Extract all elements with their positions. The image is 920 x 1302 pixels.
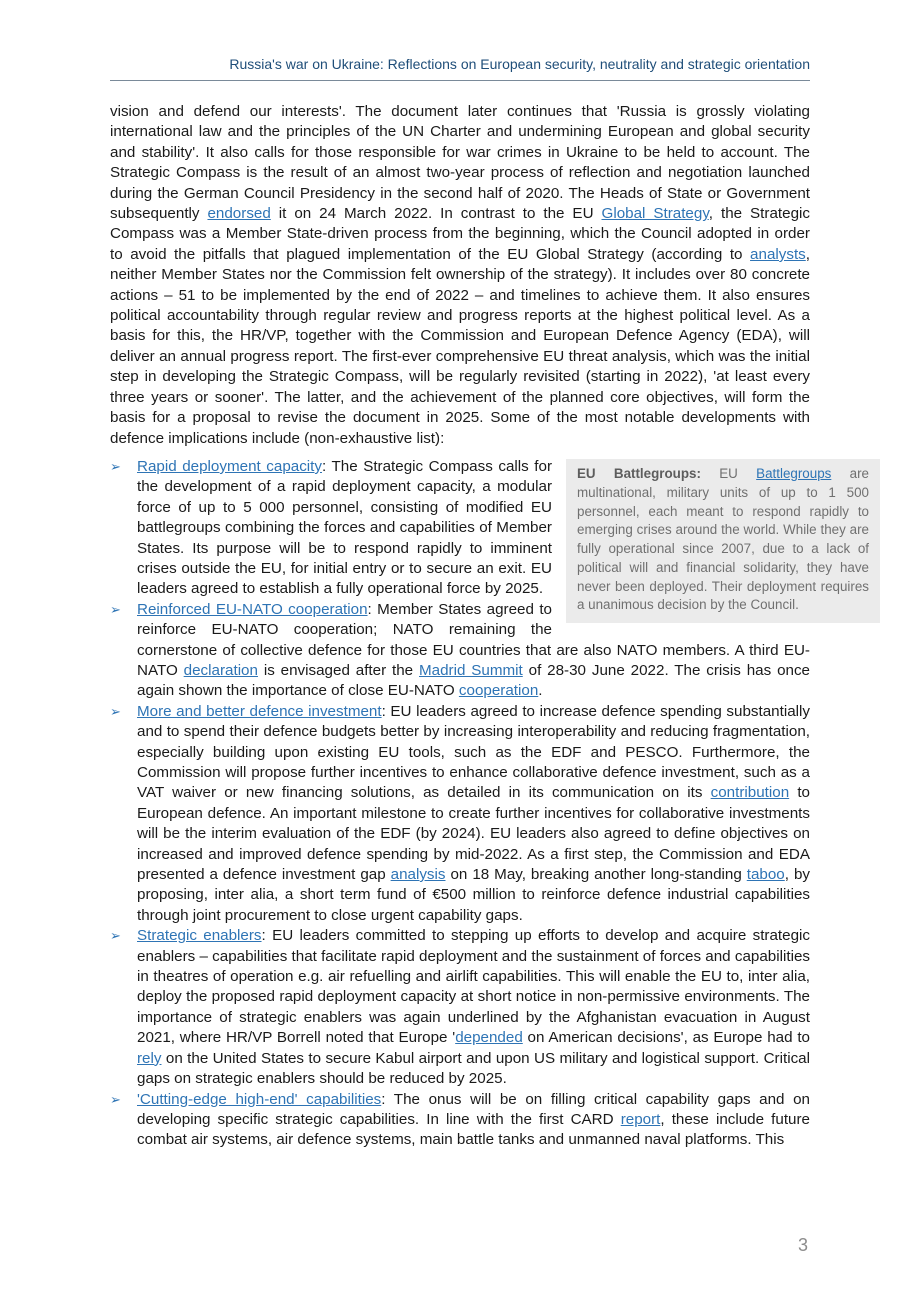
link-depended[interactable]: depended xyxy=(455,1029,523,1047)
list-item-rapid-deployment: ➢ EU Battlegroups: EU Battlegroups are multinational, military units of up to 1 500 personnel, each meant to respond rapidly to emerging crises around the world. While they are fully operational since 2007, due to a lack of political will and financial solidarity, they have never been deployed. Their deployment requires a unanimous decision by the Council. Rapid deployment capacity: The Strategic Compass calls for the development of a rapid deployment capacity, a modular force of up to 5 000 personnel, consisting of modified EU battlegroups combining the forces and capabilities of Member States. Its purpose will be to respond rapidly to imminent crises outside the EU, for initial entry or to secure an exit. EU leaders agreed to establish a fully operational force by 2025. xyxy=(110,457,810,600)
link-strategic-enablers[interactable]: Strategic enablers xyxy=(137,927,262,945)
link-rely[interactable]: rely xyxy=(137,1049,162,1067)
running-header xyxy=(110,54,810,81)
page-number: 3 xyxy=(797,1235,808,1255)
arrow-bullet-icon: ➢ xyxy=(110,928,121,944)
developments-list xyxy=(110,457,869,1151)
list-item-cutting-edge: ➢ 'Cutting-edge high-end' capabilities: The onus will be on filling critical capability gaps and on developing specific strategic capabilities. In line with the first CARD report, these include future combat air systems, air defence systems, main battle tanks and unmanned naval platforms. This xyxy=(110,1090,810,1149)
main-content xyxy=(110,102,869,1151)
list-item-eu-nato: ➢ Reinforced EU-NATO cooperation: Member States agreed to reinforce EU-NATO cooperation; NATO remaining the cornerstone of collective defence for those EU countries that are also NATO members. A third EU-NATO declaration is envisaged after the Madrid Summit of 28-30 June 2022. The crisis has once again shown the importance of close EU-NATO cooperation. xyxy=(110,600,811,700)
link-report[interactable]: report xyxy=(620,1110,661,1128)
link-eu-nato-cooperation[interactable]: Reinforced EU-NATO cooperation xyxy=(137,600,368,618)
link-endorsed[interactable]: endorsed xyxy=(207,205,271,223)
link-rapid-deployment-capacity[interactable]: Rapid deployment capacity xyxy=(137,457,322,475)
arrow-bullet-icon: ➢ xyxy=(110,601,121,617)
box-title: EU Battlegroups: xyxy=(577,465,701,481)
link-cutting-edge-capabilities[interactable]: 'Cutting-edge high-end' capabilities xyxy=(137,1090,382,1108)
link-global-strategy[interactable]: Global Strategy xyxy=(601,205,709,223)
list-item-defence-investment: ➢ More and better defence investment: EU leaders agreed to increase defence spending substantially and to spend their defence budgets better by increasing interoperability and reducing fragmentation, especially building upon existing EU tools, such as the EDF and PESCO. Furthermore, the Commission will propose further incentives to enhance collaborative defence investment, such as a VAT waiver or new financing solutions, as detailed in its communication on its contribution to European defence. An important milestone to create further incentives for collaborative investments will be the interim evaluation of the EDF (by 2024). EU leaders also agreed to define objectives on increased and improved defence spending by mid-2022. As a first step, the Commission and EDA presented a defence investment gap analysis on 18 May, breaking another long-standing taboo, by proposing, inter alia, a short term fund of €500 million to reinforce defence industrial capabilities through joint procurement to close urgent capability gaps. xyxy=(110,702,810,924)
link-analysts[interactable]: analysts xyxy=(750,245,806,263)
intro-paragraph: vision and defend our interests'. The document later continues that 'Russia is grossly violating international law and the principles of the UN Charter and undermining European and global security and stability'. It also calls for those responsible for war crimes in Ukraine to be held to account. The Strategic Compass is the result of an almost two-year process of reflection and negotiation launched during the German Council Presidency in the second half of 2020. The Heads of State or Government subsequently endorsed it on 24 March 2022. In contrast to the EU Global Strategy, the Strategic Compass was a Member State-driven process from the beginning, which the Council adopted in order to avoid the pitfalls that plagued implementation of the EU Global Strategy (according to analysts, neither Member States nor the Commission felt ownership of the strategy). It includes over 80 concrete actions – 51 to be implemented by the end of 2022 – and timelines to achieve them. It also ensures political accountability through regular review and progress reports at the highest political level. As a basis for this, the HR/VP, together with the Commission and European Defence Agency (EDA), will deliver an annual progress report. The first-ever comprehensive EU threat analysis, which was the initial step in developing the Strategic Compass, will be regularly revisited (starting in 2022), 'at least every three years or sooner'. The latter, and the achievement of the planned core objectives, will form the basis for a proposal to revise the document in 2025. Some of the most notable developments with defence implications include (non-exhaustive list): xyxy=(110,103,810,447)
arrow-bullet-icon: ➢ xyxy=(110,703,121,719)
eu-battlegroups-box: EU Battlegroups: EU Battlegroups are multinational, military units of up to 1 500 personnel, each meant to respond rapidly to emerging crises around the world. While they are fully operational since 2007, due to a lack of political will and financial solidarity, they have never been deployed. Their deployment requires a unanimous decision by the Council. xyxy=(566,459,880,623)
arrow-bullet-icon: ➢ xyxy=(110,458,121,474)
link-cooperation[interactable]: cooperation xyxy=(458,682,539,700)
link-contribution[interactable]: contribution xyxy=(710,784,790,802)
arrow-bullet-icon: ➢ xyxy=(110,1091,121,1107)
header-title: Russia's war on Ukraine: Reflections on European security, neutrality and strategic orientation xyxy=(229,56,810,72)
link-declaration[interactable]: declaration xyxy=(183,661,258,679)
link-taboo[interactable]: taboo xyxy=(746,866,785,884)
link-madrid-summit[interactable]: Madrid Summit xyxy=(419,661,523,679)
link-defence-investment[interactable]: More and better defence investment xyxy=(137,702,382,720)
link-battlegroups[interactable]: Battlegroups xyxy=(756,465,832,481)
link-analysis[interactable]: analysis xyxy=(390,866,446,884)
list-item-strategic-enablers: ➢ Strategic enablers: EU leaders committed to stepping up efforts to develop and acquire strategic enablers – capabilities that facilitate rapid deployment and the sustainment of forces and capabilities in theatres of operation e.g. air refuelling and airlift capabilities. This will enable the EU to, inter alia, deploy the proposed rapid deployment capacity at short notice in non-permissive environments. The importance of strategic enablers was again underlined by the Afghanistan evacuation in August 2021, where HR/VP Borrell noted that Europe 'depended on American decisions', as Europe had to rely on the United States to secure Kabul airport and upon US military and logistical support. Critical gaps on strategic enablers should be reduced by 2025. xyxy=(110,927,810,1088)
